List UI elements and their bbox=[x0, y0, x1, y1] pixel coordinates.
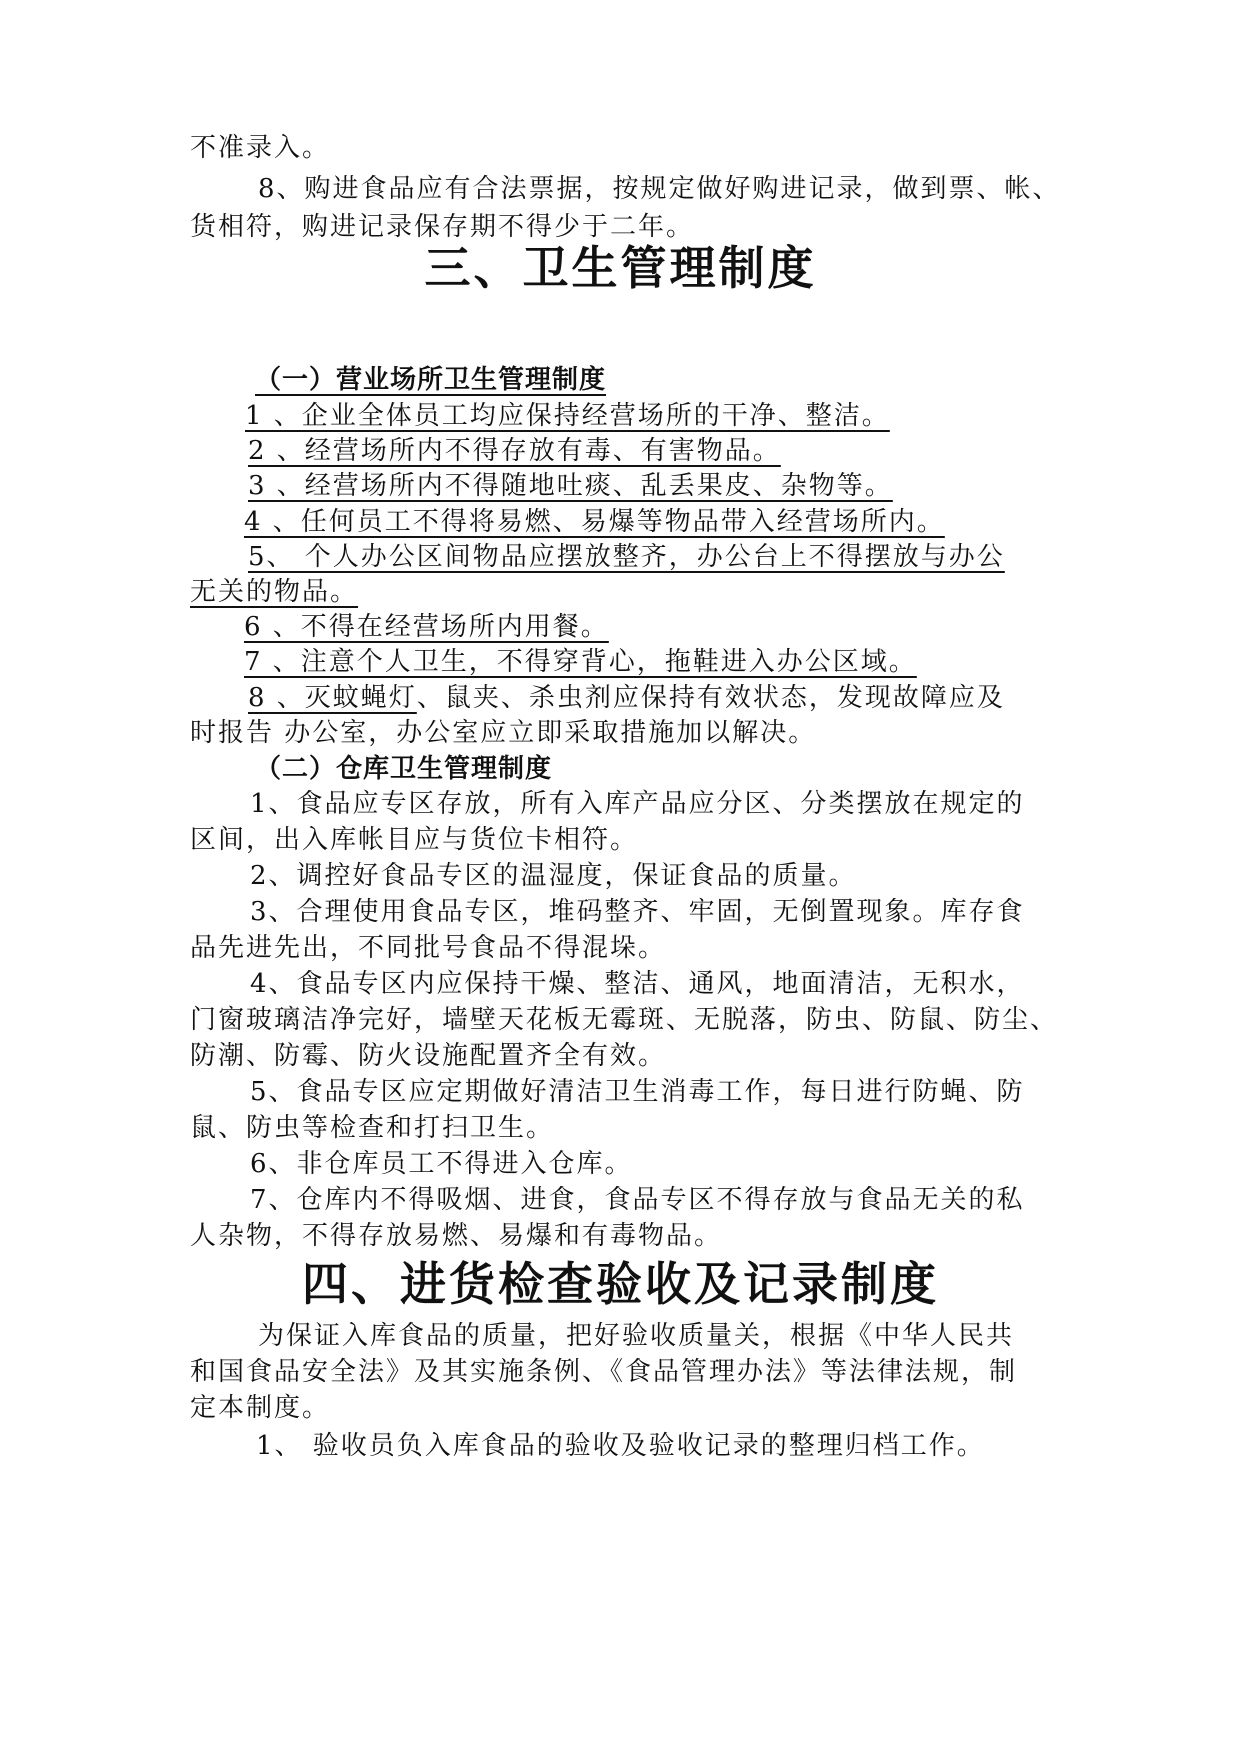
paragraph-line: 品先进先出，不同批号食品不得混垛。 bbox=[190, 933, 667, 963]
paragraph-line: 1、食品应专区存放，所有入库产品应分区、分类摆放在规定的 bbox=[250, 789, 1025, 819]
paragraph-line: 区间，出入库帐目应与货位卡相符。 bbox=[190, 825, 639, 855]
paragraph-line: 8、购进食品应有合法票据，按规定做好购进记录，做到票、帐、 bbox=[258, 174, 1061, 204]
paragraph-line: 为保证入库食品的质量，把好验收质量关，根据《中华人民共 bbox=[258, 1321, 1015, 1351]
paragraph-line: 防潮、防霉、防火设施配置齐全有效。 bbox=[190, 1041, 667, 1071]
paragraph-line: 时报告 办公室，办公室应立即采取措施加以解决。 bbox=[190, 718, 817, 748]
list-item-rest: 、鼠夹、杀虫剂应保持有效状态，发现故障应及 bbox=[416, 683, 1005, 713]
list-item: 2 、经营场所内不得存放有毒、有害物品。 bbox=[248, 436, 781, 466]
paragraph-line: 5、食品专区应定期做好清洁卫生消毒工作，每日进行防蝇、防 bbox=[250, 1077, 1025, 1107]
paragraph-line: 和国食品安全法》及其实施条例、《食品管理办法》等法律法规，制 bbox=[190, 1357, 1018, 1387]
list-item-underlined: 8 、灭蚊蝇灯 bbox=[248, 683, 417, 713]
paragraph-line: 门窗玻璃洁净完好，墙壁天花板无霉斑、无脱落，防虫、防鼠、防尘、 bbox=[190, 1005, 1059, 1035]
paragraph-line: 6、非仓库员工不得进入仓库。 bbox=[250, 1149, 633, 1179]
paragraph-line: 人杂物，不得存放易燃、易爆和有毒物品。 bbox=[190, 1221, 723, 1251]
list-item bbox=[248, 680, 1005, 716]
list-item: 无关的物品。 bbox=[190, 577, 359, 607]
list-item: 4 、任何员工不得将易燃、易爆等物品带入经营场所内。 bbox=[244, 507, 945, 537]
paragraph-line: 3、合理使用食品专区，堆码整齐、牢固，无倒置现象。库存食 bbox=[250, 897, 1025, 927]
list-item: 5、 个人办公区间物品应摆放整齐，办公台上不得摆放与办公 bbox=[248, 542, 1005, 572]
subsection-title: （二）仓库卫生管理制度 bbox=[255, 754, 553, 784]
list-item: 6 、不得在经营场所内用餐。 bbox=[244, 612, 609, 642]
paragraph-line: 货相符，购进记录保存期不得少于二年。 bbox=[190, 212, 695, 242]
section-title: 三、卫生管理制度 bbox=[424, 241, 817, 295]
list-item: 3 、经营场所内不得随地吐痰、乱丢果皮、杂物等。 bbox=[248, 471, 893, 501]
section-title: 四、进货检查验收及记录制度 bbox=[302, 1257, 939, 1311]
subsection-title: （一）营业场所卫生管理制度 bbox=[255, 365, 607, 395]
paragraph-line: 鼠、防虫等检查和打扫卫生。 bbox=[190, 1113, 555, 1143]
paragraph-line: 定本制度。 bbox=[190, 1393, 331, 1423]
paragraph-line: 2、调控好食品专区的温湿度，保证食品的质量。 bbox=[250, 861, 857, 891]
paragraph-line: 7、仓库内不得吸烟、进食，食品专区不得存放与食品无关的私 bbox=[250, 1185, 1025, 1215]
list-item: 1 、企业全体员工均应保持经营场所的干净、整洁。 bbox=[245, 401, 890, 431]
paragraph-line: 4、食品专区内应保持干燥、整洁、通风，地面清洁，无积水， bbox=[250, 969, 1025, 999]
paragraph-line: 不准录入。 bbox=[190, 133, 331, 163]
paragraph-line: 1、 验收员负入库食品的验收及验收记录的整理归档工作。 bbox=[256, 1431, 985, 1461]
list-item: 7 、注意个人卫生，不得穿背心，拖鞋进入办公区域。 bbox=[244, 647, 917, 677]
